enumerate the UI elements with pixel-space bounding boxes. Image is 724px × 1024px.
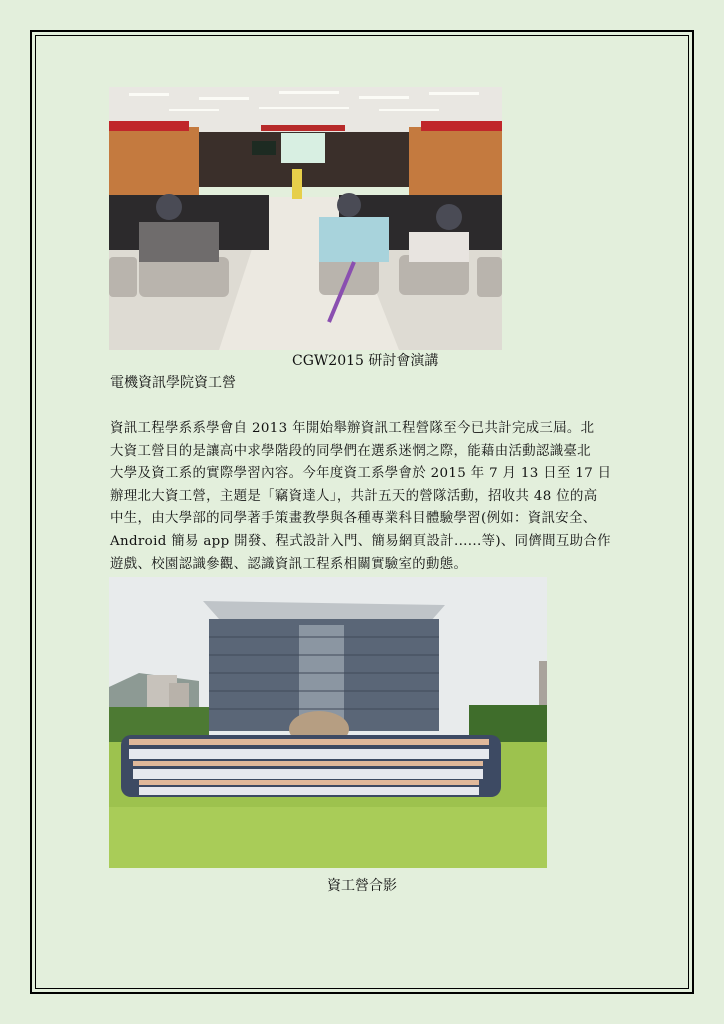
paragraph-line: 資訊工程學系系學會自 2013 年開始舉辦資訊工程營隊至今已共計完成三屆。北 <box>110 421 595 436</box>
lecture-hall-photo <box>109 87 502 350</box>
paragraph-line: 遊戲、校園認識參觀、認識資訊工程系相關實驗室的動態。 <box>110 556 468 572</box>
lecture-photo-caption: CGW2015 研討會演講 <box>292 353 439 369</box>
group-photo <box>109 577 547 868</box>
paragraph-line: 大學及資工系的實際學習內容。今年度資工系學會於 2015 年 7 月 13 日至 17 日 <box>110 466 612 482</box>
paragraph-line: 大資工營目的是讓高中求學階段的同學們在選系迷惘之際，能藉由活動認識臺北 <box>110 443 591 459</box>
group-photo-caption: 資工營合影 <box>327 878 397 894</box>
body-paragraph <box>110 418 616 576</box>
paragraph-line: 中生，由大學部的同學著手策畫教學與各種專業科目體驗學習(例如：資訊安全、 <box>110 511 597 527</box>
paragraph-line: Android 簡易 app 開發、程式設計入門、簡易網頁設計......等)、同儕間互助合作 <box>110 533 611 549</box>
department-heading: 電機資訊學院資工營 <box>110 375 236 391</box>
paragraph-line: 辦理北大資工營，主題是「竊資達人」，共計五天的營隊活動，招收共 48 位的高 <box>110 488 598 504</box>
